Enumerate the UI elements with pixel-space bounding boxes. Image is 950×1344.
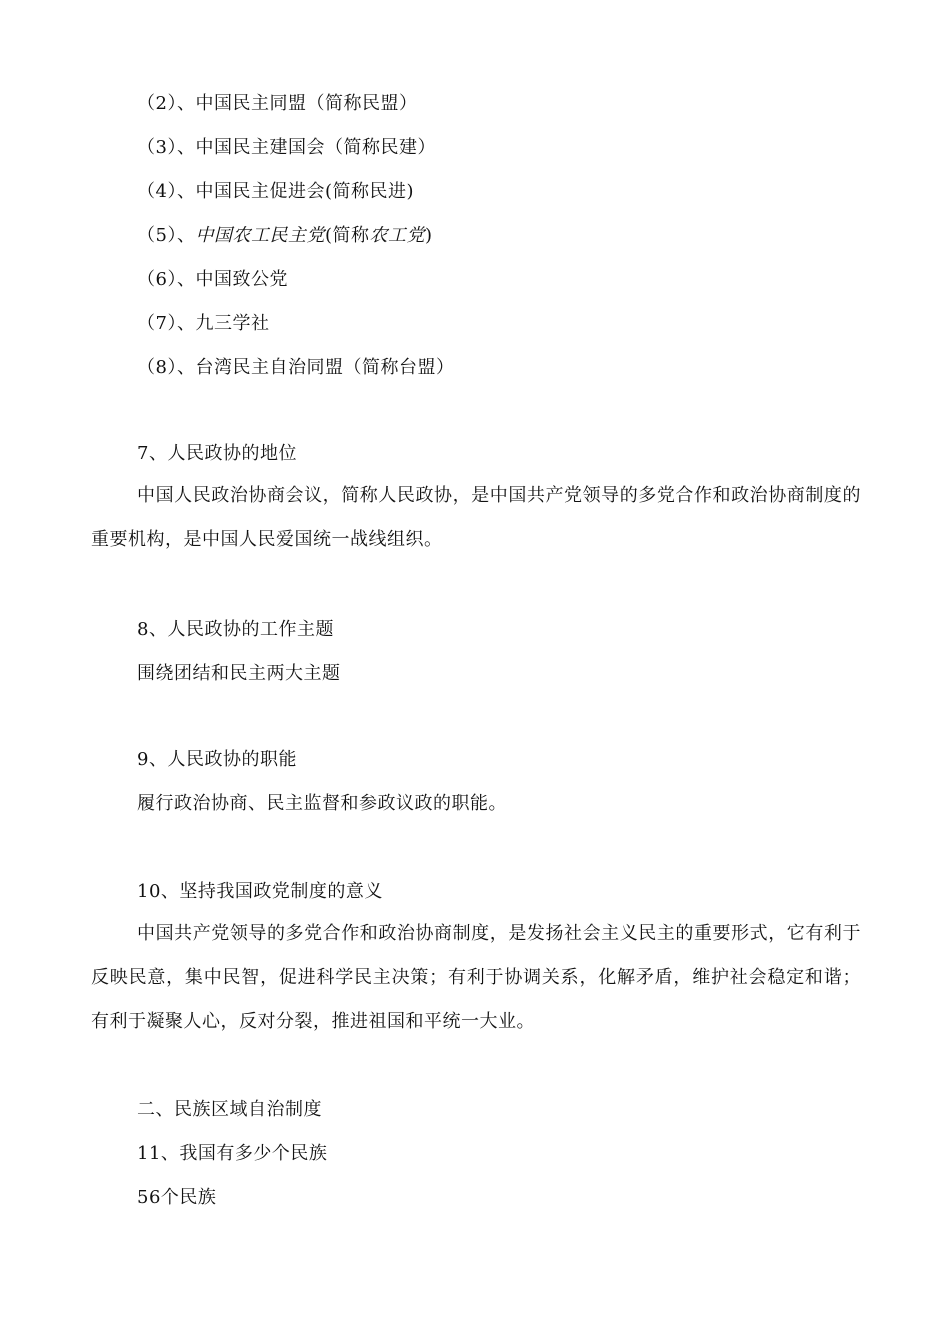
q10-heading: 10、坚持我国政党制度的意义 xyxy=(137,881,383,902)
list-item-text: 中国致公党 xyxy=(195,269,288,290)
q11-body: 56个民族 xyxy=(137,1187,217,1208)
list-item-text: (简称 xyxy=(324,225,370,246)
list-item-number: （3）、 xyxy=(137,137,196,158)
list-item-number: （7）、 xyxy=(137,313,196,334)
list-item-party-3 xyxy=(137,136,436,160)
list-item-number: （2）、 xyxy=(137,93,196,114)
q9-body: 履行政治协商、民主监督和参政议政的职能。 xyxy=(137,793,507,814)
list-item-party-2 xyxy=(137,92,417,116)
q10-body: 中国共产党领导的多党合作和政治协商制度，是发扬社会主义民主的重要形式，它有利于反映民意，集中民智，促进科学民主决策；有利于协调关系，化解矛盾，维护社会稳定和谐；有利于凝聚人心，反对分裂，推进祖国和平统一大业。 xyxy=(91,923,861,1032)
section-2-heading: 二、民族区域自治制度 xyxy=(137,1099,322,1120)
list-item-party-5 xyxy=(137,224,433,248)
list-item-number: （8）、 xyxy=(137,357,196,378)
list-item-text: 九三学社 xyxy=(195,313,270,334)
q7-body: 中国人民政治协商会议，简称人民政协，是中国共产党领导的多党合作和政治协商制度的重要机构，是中国人民爱国统一战线组织。 xyxy=(91,485,861,550)
list-item-party-4 xyxy=(137,180,414,204)
list-item-number: （6）、 xyxy=(137,269,196,290)
list-item-party-7 xyxy=(137,312,269,336)
list-item-text: 台湾民主自治同盟（简称台盟） xyxy=(195,357,455,378)
list-item-number: （5）、 xyxy=(137,225,196,246)
q8-heading: 8、人民政协的工作主题 xyxy=(137,619,334,640)
q11-heading: 11、我国有多少个民族 xyxy=(137,1143,328,1164)
list-item-text-italic: 农工党 xyxy=(369,225,425,246)
list-item-number: （4）、 xyxy=(137,181,196,202)
list-item-text: 中国民主促进会(简称民进) xyxy=(195,181,414,202)
list-item-text: ) xyxy=(424,225,433,246)
list-item-party-6 xyxy=(137,268,288,292)
list-item-party-8 xyxy=(137,356,454,380)
q9-heading: 9、人民政协的职能 xyxy=(137,749,297,770)
list-item-text: 中国民主建国会（简称民建） xyxy=(195,137,436,158)
list-item-text-italic: 中国农工民主党 xyxy=(195,225,325,246)
q8-body: 围绕团结和民主两大主题 xyxy=(137,663,341,684)
q7-heading: 7、人民政协的地位 xyxy=(137,443,297,464)
list-item-text: 中国民主同盟（简称民盟） xyxy=(195,93,418,114)
